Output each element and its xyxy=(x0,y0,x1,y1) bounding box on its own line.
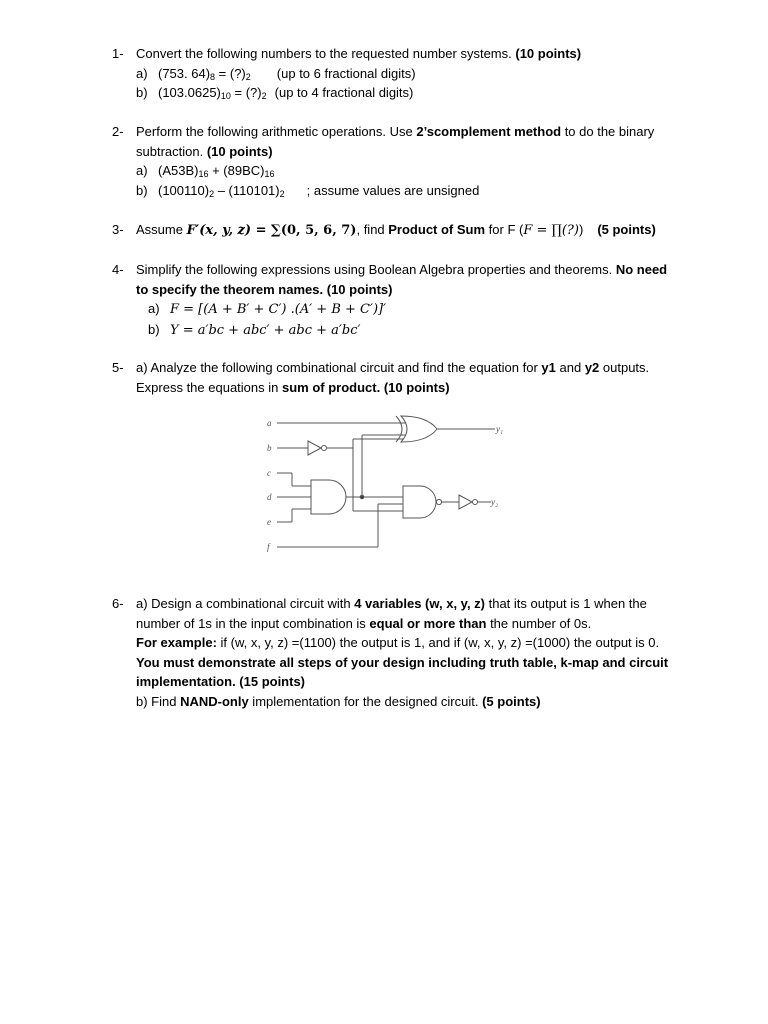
q2-part-b: b) $(100110)_2 - (110101)_2$ ; assume values are unsigned xyxy=(136,182,480,199)
input-label-b: b xyxy=(267,443,272,453)
input-label-a: a xyxy=(267,418,272,428)
question-3: 3- Assume F′(x, y, z) = ∑(0, 5, 6, 7), find Product of Sum for F (F = ∏(?)) (5 points) xyxy=(112,222,656,238)
not-gate-out xyxy=(459,495,472,509)
points: (10 points) xyxy=(326,281,393,297)
points: (10 points) xyxy=(515,46,582,61)
points: (5 points) xyxy=(482,693,541,709)
input-label-c: c xyxy=(267,468,271,478)
question-number: 1- xyxy=(112,46,124,61)
output-label-y1: y₁ xyxy=(496,424,504,434)
question-4: 4- Simplify the following expressions using Boolean Algebra properties and theorems. No need to specify the theorem names. (10 points) a) F = [(A + B′ + C′) .(A′ + B + C′)]′ b) Y = a′bc + abc′ + abc + a′bc′ xyxy=(112,260,712,340)
or-gate xyxy=(401,416,437,442)
input-label-e: e xyxy=(267,517,271,527)
q4-part-a: a) F = [(A + B′ + C′) .(A′ + B + C′)]′ xyxy=(148,301,387,318)
logic-circuit-diagram xyxy=(255,410,515,560)
q1-part-b: b) $(103.0625)_{10}$ = $(?)_2$ (up to 4 fractional digits) xyxy=(136,85,414,102)
not-gate-b xyxy=(308,441,321,455)
question-number: 3- xyxy=(112,222,124,237)
question-6: 6- a) Design a combinational circuit with 4 variables (w, x, y, z) that its output is 1 when the number of 1s in the input combination is equal or more than the number of 0s. For example: if (w, x, y, z) =(1100) the output is 1, and if (w, x, y, z) =(1000) the output is 0. You must demonstrate all steps of your design including truth table, k-map and circuit implementation. (15 points) b) Find NAND-only implementation for the designed circuit. (5 points) xyxy=(112,596,669,709)
question-2: 2- Perform the following arithmetic operations. Use 2’scomplement method to do the binary subtraction. (10 points) a) $(A53B)_{16} + (89BC)_{16}$ b) $(100110)_2 - (110101)_2$ ; assume values are unsigned xyxy=(112,122,712,200)
points: (5 points) xyxy=(597,222,656,237)
and-gate-2 xyxy=(403,486,436,518)
and-gate-1 xyxy=(311,480,346,514)
question-number: 6- xyxy=(112,596,124,611)
question-5: 5- a) Analyze the following combinational circuit and find the equation for y1 and y2 outputs. Express the equations in sum of product. (10 points) xyxy=(112,360,650,395)
input-label-f: f xyxy=(267,542,270,552)
points: (10 points) xyxy=(206,143,273,159)
question-1 xyxy=(112,44,712,103)
question-number: 4- xyxy=(112,262,124,277)
output-label-y2: y₂ xyxy=(491,497,499,507)
question-number: 2- xyxy=(112,124,124,139)
input-label-d: d xyxy=(267,492,272,502)
question-text: Convert the following numbers to the requested number systems. xyxy=(136,46,512,61)
q2-part-a: a) $(A53B)_{16} + (89BC)_{16}$ xyxy=(136,163,275,180)
q4-part-b: b) Y = a′bc + abc′ + abc + a′bc′ xyxy=(148,321,361,338)
question-number: 5- xyxy=(112,360,124,375)
points: (10 points) xyxy=(383,379,450,395)
q1-part-a: a) (753. $64)_8$ = $(?)_2$ (up to 6 fractional digits) xyxy=(136,65,416,82)
